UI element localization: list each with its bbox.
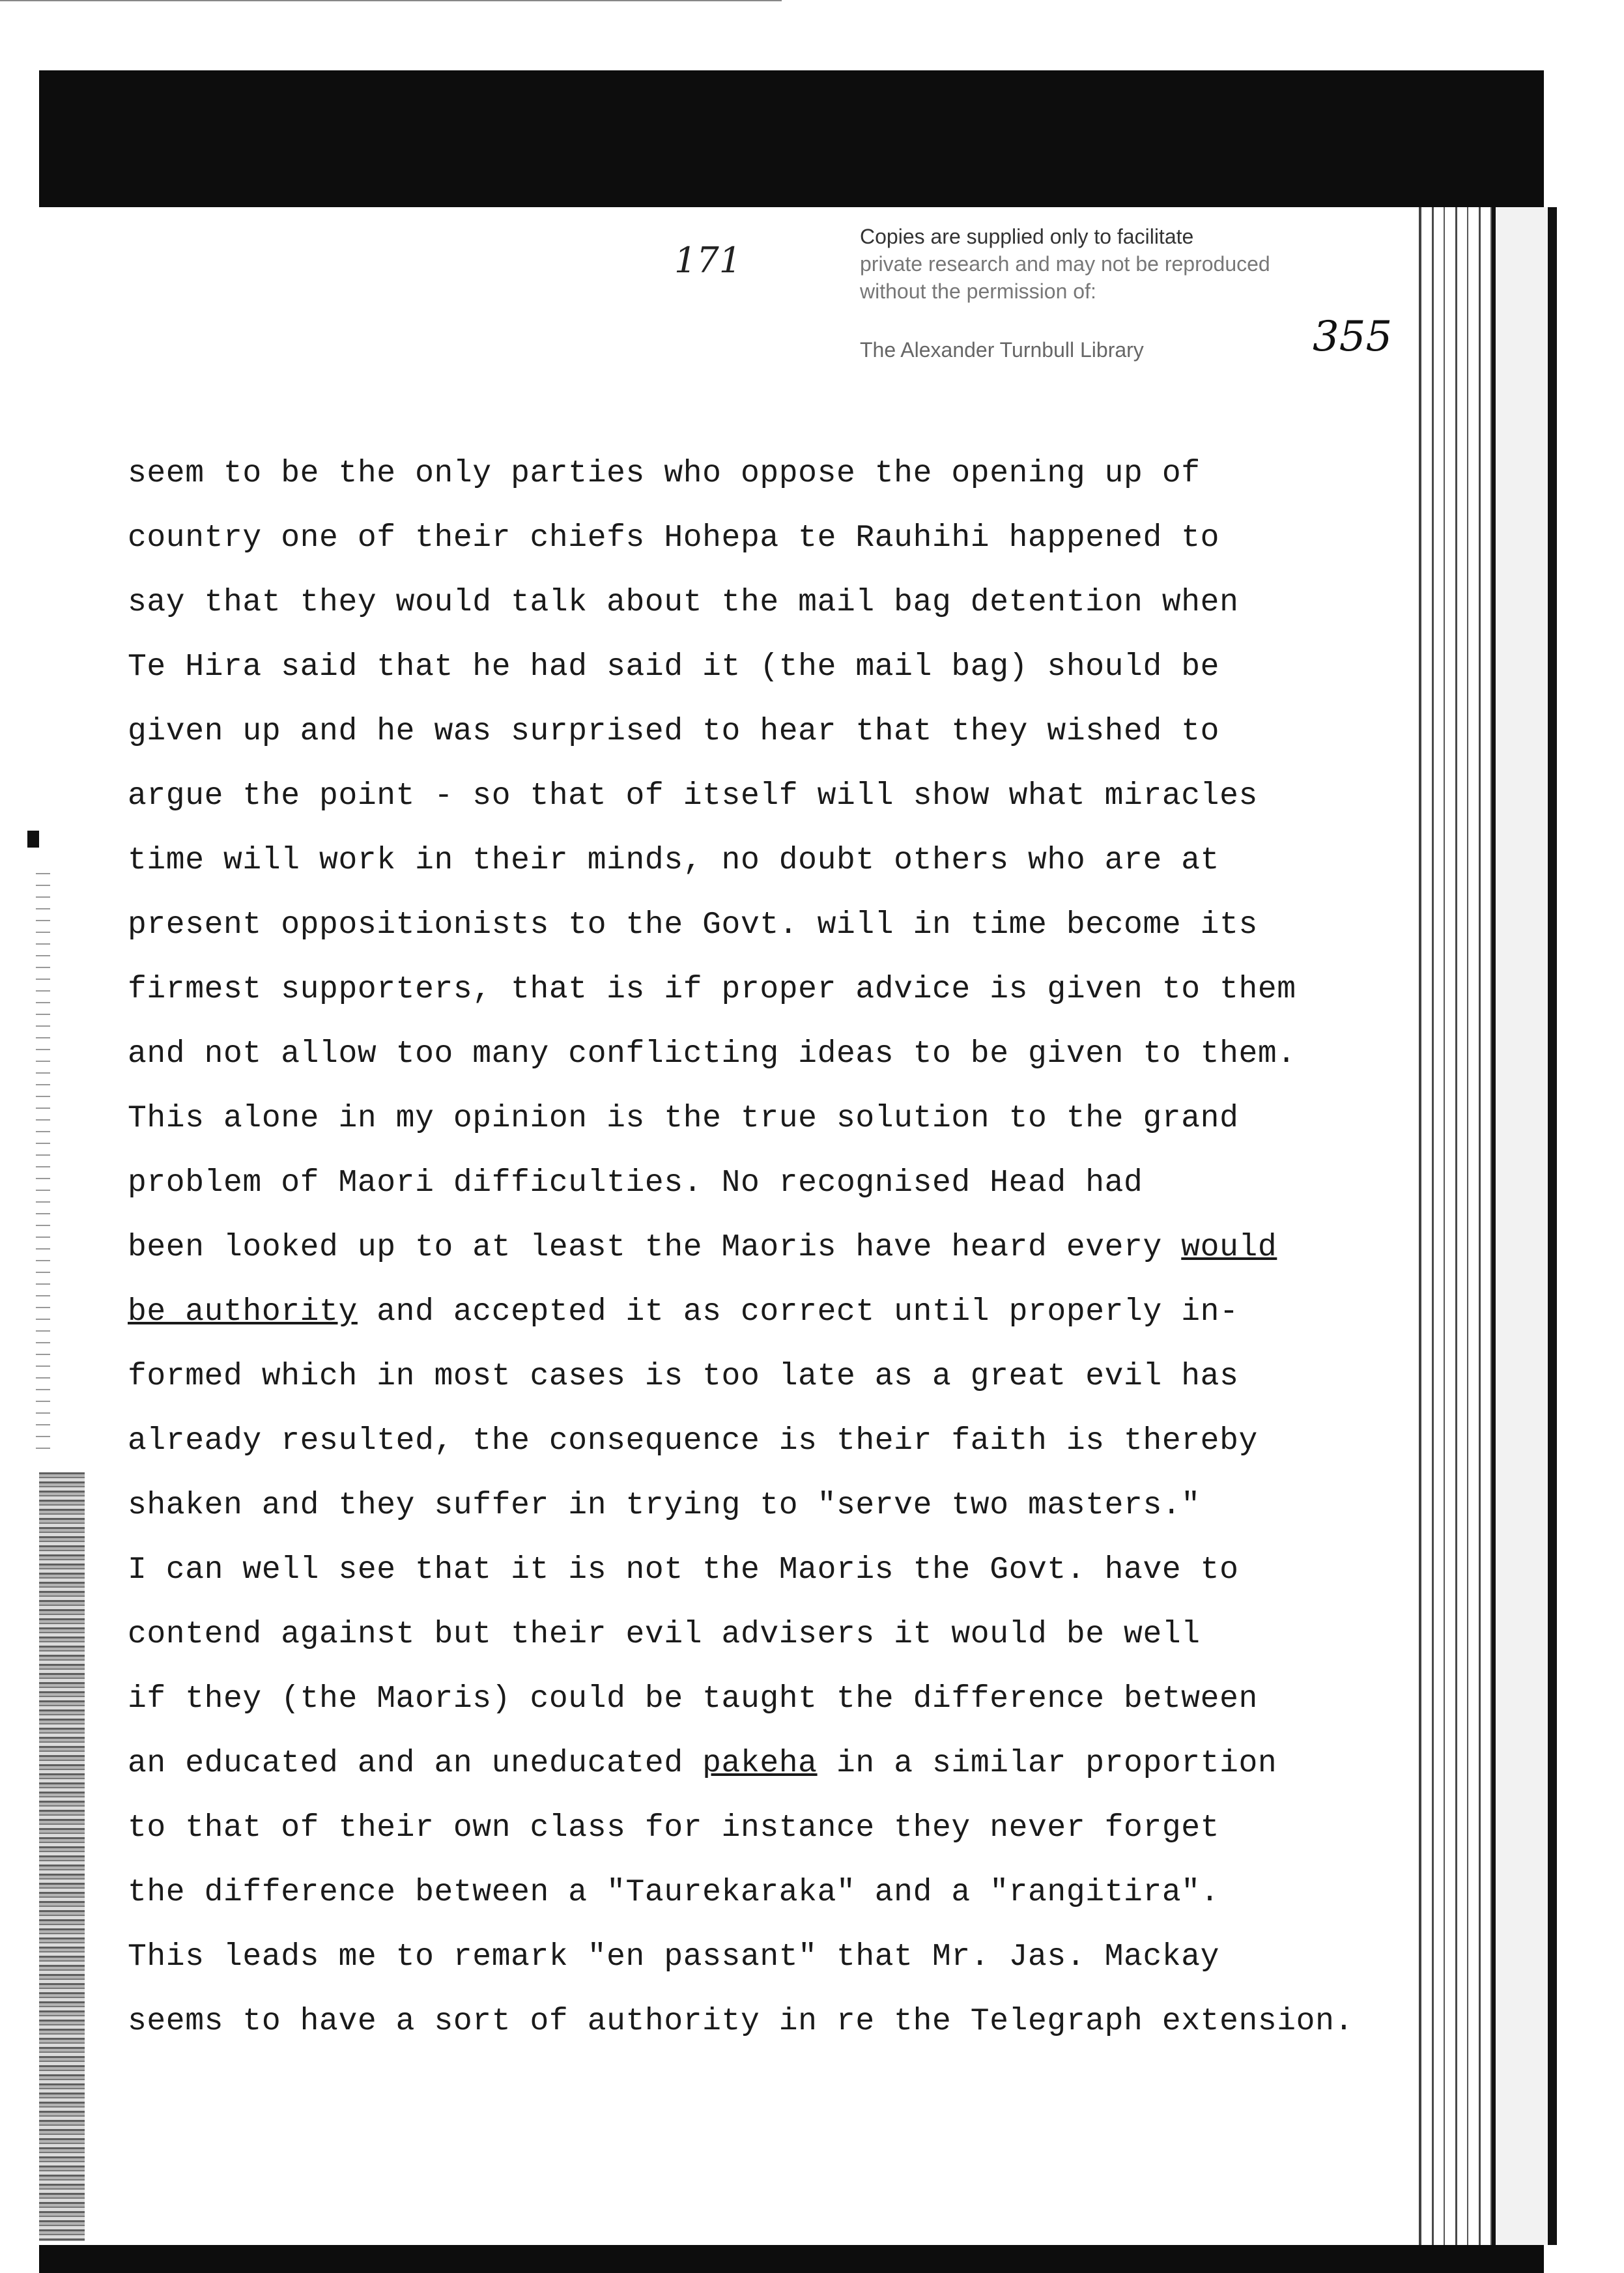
text-line: the difference between a "Taurekaraka" and a "rangitira". — [128, 1875, 1220, 1910]
text-line: argue the point - so that of itself will show what miracles — [128, 779, 1258, 814]
text-line — [128, 1732, 1404, 1796]
letter-body — [128, 442, 1404, 2054]
text-line: I can well see that it is not the Maoris the Govt. have to — [128, 1552, 1239, 1588]
underlined-phrase: pakeha — [702, 1746, 818, 1781]
text-line: formed which in most cases is too late as a great evil has — [128, 1359, 1239, 1394]
text-line: country one of their chiefs Hohepa te Rauhihi happened to — [128, 521, 1220, 556]
text-line: already resulted, the consequence is their faith is thereby — [128, 1423, 1258, 1459]
text-line: to that of their own class for instance they never forget — [128, 1810, 1220, 1846]
scan-left-speckle — [36, 873, 50, 1459]
text-line: if they (the Maoris) could be taught the difference between — [128, 1681, 1258, 1717]
text-line: firmest supporters, that is if proper advice is given to them — [128, 972, 1296, 1007]
text-line — [128, 1280, 1404, 1345]
underlined-phrase: be authority — [128, 1294, 358, 1330]
text-line: say that they would talk about the mail bag detention when — [128, 585, 1239, 620]
text-line — [128, 1216, 1404, 1280]
copyright-line-2: private research and may not be reproduced — [860, 252, 1270, 276]
text-line: seem to be the only parties who oppose the opening up of — [128, 456, 1201, 491]
scan-bottom-border — [39, 2245, 1544, 2273]
scan-top-border — [39, 70, 1544, 207]
scan-left-mark — [27, 831, 39, 848]
folio-number: 355 — [1313, 313, 1393, 361]
text-line: This leads me to remark "en passant" that Mr. Jas. Mackay — [128, 1939, 1220, 1975]
text-line: and not allow too many conflicting ideas to be given to them. — [128, 1036, 1296, 1072]
text-line: given up and he was surprised to hear that they wished to — [128, 714, 1220, 749]
scan-top-rule — [0, 0, 782, 1]
text-line: Te Hira said that he had said it (the mail bag) should be — [128, 650, 1220, 685]
text-line: seems to have a sort of authority in re the Telegraph extension. — [128, 2004, 1354, 2039]
text-line: time will work in their minds, no doubt others who are at — [128, 843, 1220, 878]
text-line: contend against but their evil advisers it would be well — [128, 1617, 1201, 1652]
text-line: present oppositionists to the Govt. will in time become its — [128, 908, 1258, 943]
copyright-line-3: without the permission of: — [860, 279, 1096, 303]
underlined-phrase: would — [1181, 1230, 1277, 1265]
text-segment: in a similar proportion — [836, 1746, 1277, 1781]
copyright-line-1: Copies are supplied only to facilitate — [860, 225, 1194, 248]
scan-binding-edge — [1492, 207, 1557, 2245]
text-line: This alone in my opinion is the true solution to the grand — [128, 1101, 1239, 1136]
text-segment: and accepted it as correct until properly in- — [377, 1294, 1239, 1330]
text-segment: been looked up to at least the Maoris have heard every — [128, 1230, 1162, 1265]
page-number: 171 — [674, 240, 742, 281]
scan-left-edge — [39, 1472, 85, 2241]
text-segment: an educated and an uneducated — [128, 1746, 683, 1781]
text-line: problem of Maori difficulties. No recognised Head had — [128, 1165, 1143, 1201]
copyright-library: The Alexander Turnbull Library — [860, 338, 1144, 362]
text-line: shaken and they suffer in trying to "serve two masters." — [128, 1488, 1201, 1523]
